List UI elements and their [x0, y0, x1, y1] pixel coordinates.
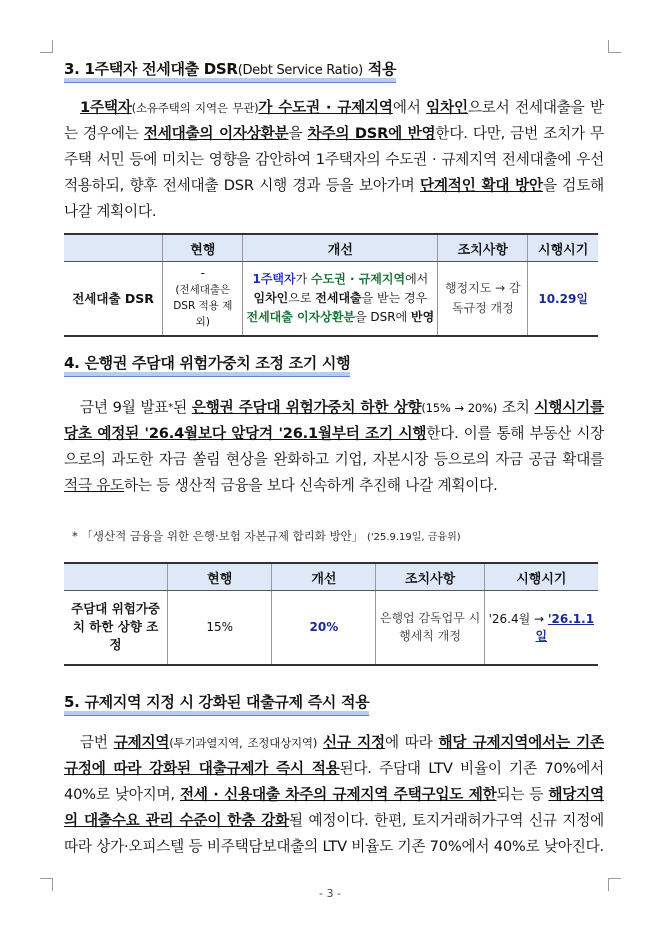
- p5-l: 될 예정이다. 한편, 토지거래허가구역 신규 지정에 따라 상가·오피스텔 등 비주택담보대출의 LTV 비율도 기존 70%에서 40%로 낮아진다.: [64, 812, 604, 855]
- table1-header-current: 현행: [163, 234, 243, 262]
- p3-e: 임차인: [426, 99, 468, 116]
- table-header-row: [64, 563, 598, 591]
- p4-e: (15% → 20%): [421, 401, 498, 415]
- p4-g: 시행시기를 당초 예정된 '26.4월보다 앞당겨 '26.1월부터 조기 시행: [64, 399, 604, 442]
- table1-header-action: 조치사항: [438, 234, 528, 262]
- table1-row-label: 전세대출 DSR: [64, 262, 163, 336]
- p3-k: 단계적인 확대 방안: [420, 177, 543, 194]
- section-3-paragraph: [64, 95, 604, 225]
- imp-2c: 전세대출: [315, 290, 362, 305]
- imp-2d: 을 받는 경우: [361, 290, 428, 305]
- imp-1b: 가: [295, 271, 312, 286]
- imp-1d: 에서: [405, 271, 429, 286]
- table1-timing: 10.29일: [528, 262, 598, 336]
- table1-improved-cell: [243, 262, 438, 336]
- p5-k: 해당지역의 대출수요 관리 수준이 한층 강화: [64, 786, 604, 829]
- table-row: [64, 262, 598, 336]
- crop-mark-top-right: [608, 40, 621, 53]
- table2-action: 은행업 감독업무 시행세칙 개정: [376, 591, 484, 665]
- table2-header-current: 현행: [168, 563, 272, 591]
- footnote-source: ('25.9.19일, 금융위): [366, 532, 461, 543]
- p5-f: 에 따라: [384, 734, 439, 751]
- p5-e: 신규 지정: [323, 734, 385, 751]
- table2-header-improved: 개선: [272, 563, 376, 591]
- p3-g: 전세대출의 이자상환분: [143, 125, 289, 142]
- p5-h: 된다. 주담대 LTV 비율이 기존 70%에서 40%로 낮아지며,: [64, 760, 604, 803]
- section-3-heading-ko: 3. 1주택자 전세대출 DSR: [64, 60, 238, 78]
- table1-header-timing: 시행시기: [528, 234, 598, 262]
- p5-j: 되는 등: [496, 786, 549, 803]
- p5-b: 규제지역: [113, 734, 170, 751]
- table1-action: 행정지도 → 감독규정 개정: [438, 262, 528, 336]
- table2-header-action: 조치사항: [376, 563, 484, 591]
- section-4-paragraph: [64, 395, 604, 499]
- p3-a: 1주택자: [80, 99, 132, 116]
- table2-improved: 20%: [272, 591, 376, 665]
- table-header-row: [64, 234, 598, 262]
- imp-3b: 을 DSR에: [355, 309, 412, 324]
- p4-a: 금년 9월 발표: [80, 399, 169, 416]
- imp-2b: 으로: [288, 290, 316, 305]
- p4-j: 하는 등 생산적 금융을 보다 신속하게 추진해 나갈 계획이다.: [124, 477, 498, 494]
- p3-i: 차주의 DSR에 반영: [307, 125, 436, 142]
- table2-header-empty: [64, 563, 168, 591]
- table2-timing-cell: [484, 591, 598, 665]
- p3-b: (소유주택의 지역은 무관): [131, 101, 259, 115]
- section-3-heading-tail: 적용: [362, 60, 397, 78]
- p3-c: 가 수도권 · 규제지역: [258, 99, 393, 116]
- p5-c: (투기과열지역, 조정대상지역): [169, 736, 318, 750]
- p3-d: 에서: [392, 99, 427, 116]
- table1-current-cell: [163, 262, 243, 336]
- p4-h: 한다. 이를 통해 부동산 시장으로의 과도한 자금 쏠림 현상을 완화하고 기업, 자본시장 등으로의 자금 공급 확대를: [64, 425, 604, 468]
- imp-1a: 1주택자: [252, 271, 296, 286]
- p5-i: 전세 · 신용대출 차주의 규제지역 주택구입도 제한: [179, 786, 497, 803]
- imp-2a: 임차인: [253, 290, 289, 305]
- section-3-heading: [64, 58, 396, 80]
- table2-current: 15%: [168, 591, 272, 665]
- imp-3a: 전세대출 이자상환분: [246, 309, 356, 324]
- p3-l: 을 검토해 나갈 계획이다.: [64, 177, 605, 220]
- crop-mark-top-left: [40, 40, 53, 53]
- table1-current-note: (전세대출은 DSR 적용 제외): [173, 284, 233, 329]
- p5-a: 금번: [80, 734, 114, 751]
- p3-h: 을: [288, 125, 308, 142]
- p3-f: 으로서 전세대출을 받는 경우에는: [64, 99, 605, 142]
- imp-3c: 반영: [411, 309, 435, 324]
- section-5-heading: 5. 규제지역 지정 시 강화된 대출규제 즉시 적용: [64, 693, 370, 711]
- p3-j: 한다. 다만, 금번 조치가 무주택 서민 등에 미치는 영향을 감안하여 1주택자의 수도권 · 규제지역 전세대출에 우선 적용하되, 향후 전세대출 DSR 시행 경과 등을 보아가며: [64, 125, 604, 194]
- p4-i: 적극 유도: [64, 477, 125, 494]
- p4-d: 은행권 주담대 위험가중치 하한 상향: [191, 399, 422, 416]
- page-number: - 3 -: [319, 887, 341, 900]
- p5-g: 해당 규제지역에서는 기존 규정에 따라 강화된 대출규제가 즉시 적용: [64, 734, 604, 777]
- table2-header-timing: 시행시기: [484, 563, 598, 591]
- table-row: [64, 591, 598, 665]
- section-4-table: [64, 562, 598, 666]
- p4-b: *: [168, 402, 174, 413]
- footnote-text: * 「생산적 금융을 위한 은행·보험 자본규제 합리화 방안」: [72, 529, 364, 543]
- section-5-paragraph: [64, 730, 604, 860]
- p4-c: 된: [173, 399, 192, 416]
- section-3-heading-en: (Debt Service Ratio): [237, 63, 363, 78]
- section-3-table: [64, 233, 598, 337]
- table2-row-label: 주담대 위험가중치 하한 상향 조정: [64, 591, 168, 665]
- imp-1c: 수도권 · 규제지역: [311, 271, 406, 286]
- table2-timing-a: '26.4월 →: [488, 612, 548, 627]
- table1-current-dash: -: [200, 266, 205, 281]
- table2-timing-b: '26.1.1일: [535, 612, 595, 644]
- section-4-heading: 4. 은행권 주담대 위험가중치 조정 조기 시행: [64, 354, 351, 372]
- footnote: [72, 528, 461, 544]
- p4-f: 조치: [497, 399, 535, 416]
- table1-header-improved: 개선: [243, 234, 438, 262]
- table1-header-empty: [64, 234, 163, 262]
